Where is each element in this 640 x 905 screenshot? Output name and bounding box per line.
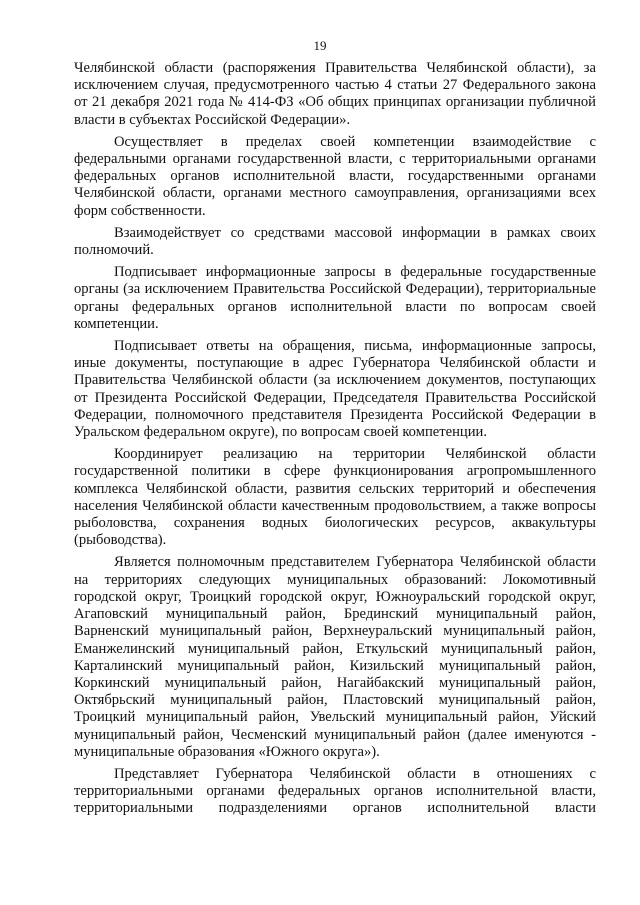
document-body — [74, 60, 596, 818]
page-number: 19 — [313, 38, 327, 53]
paragraph: Координирует реализацию на территории Челябинской области государственной политики в сфере функционирования агропромышленного комплекса Челябинской области, развития сельских территорий и обеспечения населения Челябинской области качественным продовольствием, а также вопросы рыболовства, сохранения водных биологических ресурсов, аквакультуры (рыбоводства). — [74, 446, 596, 549]
paragraph: Челябинской области (распоряжения Правительства Челябинской области), за исключением случая, предусмотренного частью 4 статьи 27 Федерального закона от 21 декабря 2021 года № 414-ФЗ «Об общих принципах организации публичной власти в субъектах Российской Федерации». — [74, 60, 596, 128]
paragraph: Взаимодействует со средствами массовой информации в рамках своих полномочий. — [74, 224, 596, 259]
paragraph: Представляет Губернатора Челябинской области в отношениях с территориальными органами федеральных органов исполнительной власти, территориальными подразделениями органов исполнительной власти — [74, 765, 596, 817]
paragraph: Подписывает ответы на обращения, письма, информационные запросы, иные документы, поступающие в адрес Губернатора Челябинской области и Правительства Челябинской области (за исключением документов, поступающих от Президента Российской Федерации, Председателя Правительства Российской Федерации, полномочного представителя Президента Российской Федерации в Уральском федеральном округе), по вопросам своей компетенции. — [74, 338, 596, 441]
paragraph: Является полномочным представителем Губернатора Челябинской области на территориях следующих муниципальных образований: Локомотивный городской округ, Троицкий городской округ, Южноуральский городской округ, Агаповский муниципальный район, Брединский муниципальный район, Варненский муниципальный район, Верхнеуральский муниципальный район, Еманжелинский муниципальный район, Еткульский муниципальный район, Карталинский муниципальный район, Кизильский муниципальный район, Коркинский муниципальный район, Нагайбакский муниципальный район, Октябрьский муниципальный район, Пластовский муниципальный район, Троицкий муниципальный район, Увельский муниципальный район, Уйский муниципальный район, Чесменский муниципальный район (далее именуются - муниципальные образования «Южного округа»). — [74, 554, 596, 760]
paragraph: Осуществляет в пределах своей компетенции взаимодействие с федеральными органами государственной власти, с территориальными органами федеральных органов исполнительной власти, государственными органами Челябинской области, органами местного самоуправления, организациями всех форм собственности. — [74, 133, 596, 219]
paragraph: Подписывает информационные запросы в федеральные государственные органы (за исключением Правительства Российской Федерации), территориальные органы федеральных органов исполнительной власти по вопросам своей компетенции. — [74, 264, 596, 332]
